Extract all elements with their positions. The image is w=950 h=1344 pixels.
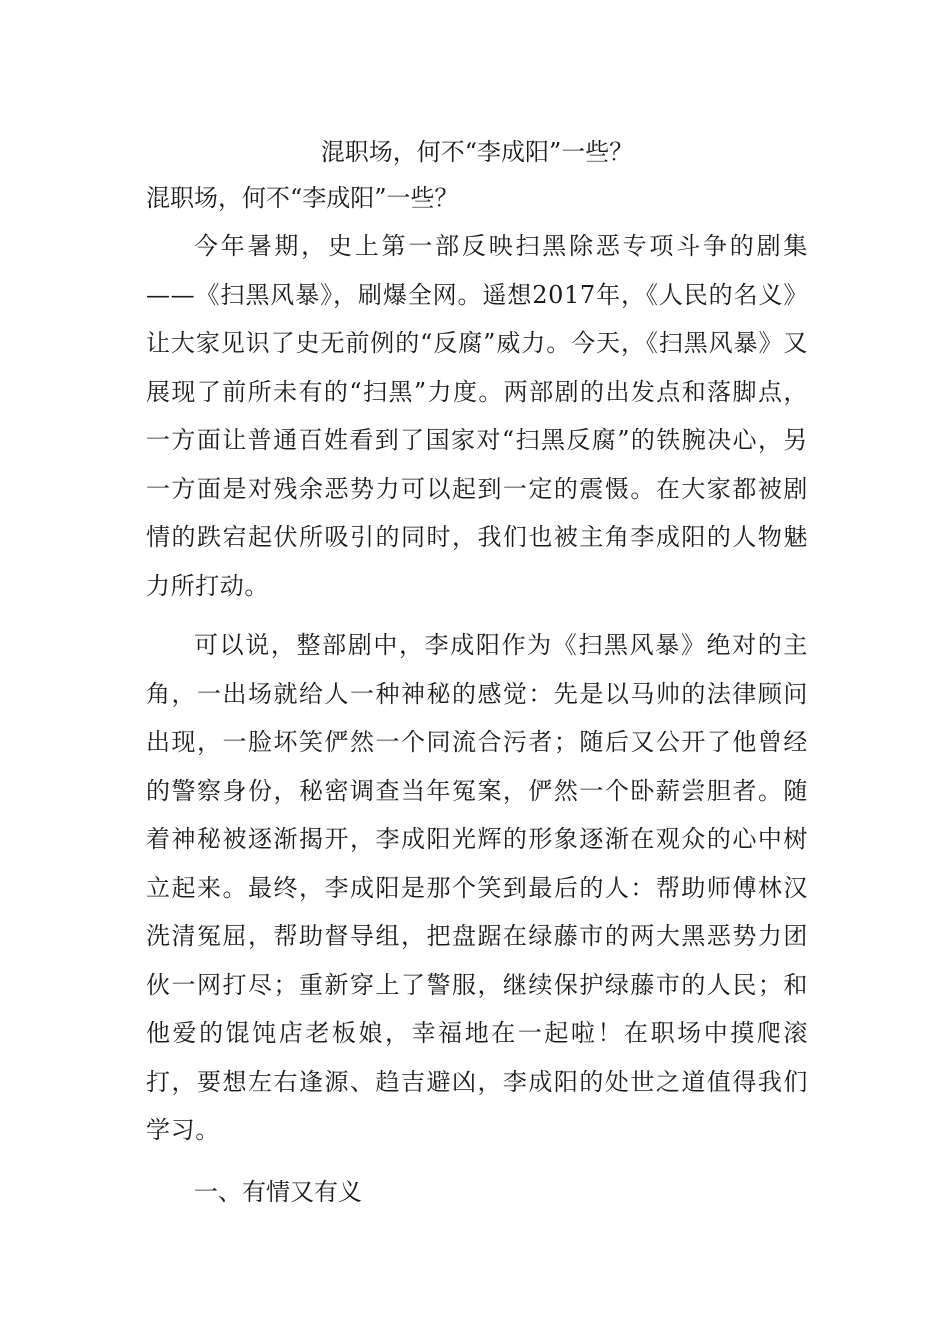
document-subtitle: 混职场，何不“李成阳”一些？ <box>146 184 459 212</box>
document-page <box>146 132 808 1216</box>
paragraph-intro: 今年暑期，史上第一部反映扫黑除恶专项斗争的剧集——《扫黑风暴》，刷爆全网。遥想2017年，《人民的名义》让大家见识了史无前例的“反腐”威力。今天，《扫黑风暴》又展现了前所未有的“扫黑”力度。两部剧的出发点和落脚点，一方面让普通百姓看到了国家对“扫黑反腐”的铁腕决心，另一方面是对残余恶势力可以起到一定的震慑。在大家都被剧情的跌宕起伏所吸引的同时，我们也被主角李成阳的人物魅力所打动。 <box>146 232 808 600</box>
document-title: 混职场，何不“李成阳”一些？ <box>320 138 634 166</box>
paragraph-character: 可以说，整部剧中，李成阳作为《扫黑风暴》绝对的主角，一出场就给人一种神秘的感觉：先是以马帅的法律顾问出现，一脸坏笑俨然一个同流合污者；随后又公开了他曾经的警察身份，秘密调查当年冤案，俨然一个卧薪尝胆者。随着神秘被逐渐揭开，李成阳光辉的形象逐渐在观众的心中树立起来。最终，李成阳是那个笑到最后的人：帮助师傅林汉洗清冤屈，帮助督导组，把盘踞在绿藤市的两大黑恶势力团伙一网打尽；重新穿上了警服，继续保护绿藤市的人民；和他爱的馄饨店老板娘，幸福地在一起啦！在职场中摸爬滚打，要想左右逢源、趋吉避凶，李成阳的处世之道值得我们学习。 <box>146 631 808 1144</box>
section-heading: 一、有情又有义 <box>194 1177 362 1206</box>
